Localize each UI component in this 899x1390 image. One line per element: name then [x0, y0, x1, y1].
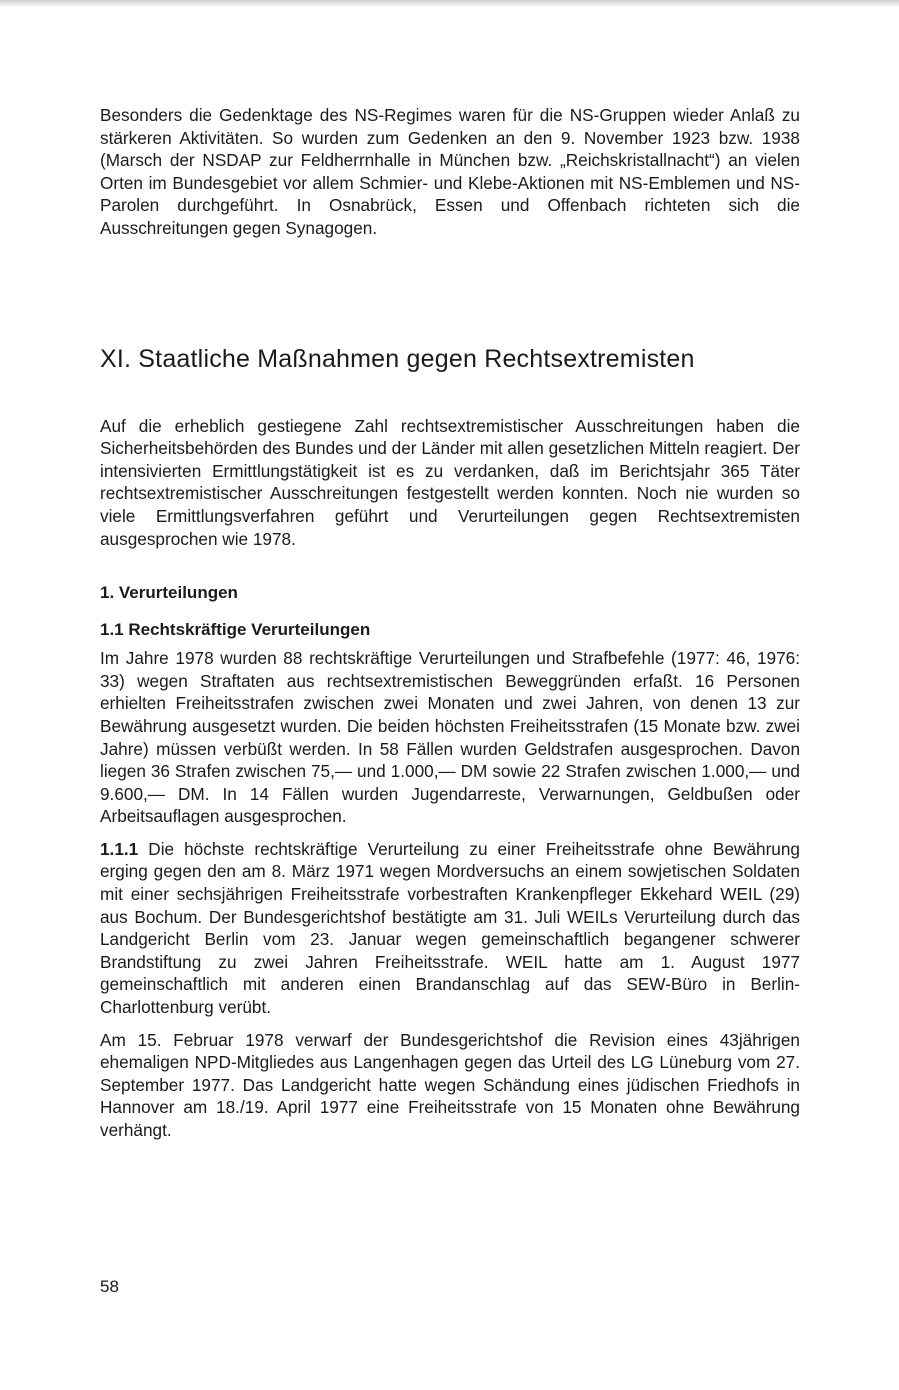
paragraph-weil-case: [100, 838, 800, 1019]
section-lead-paragraph: Auf die erheblich gestiegene Zahl rechtsextremistischer Ausschreitungen haben die Sicherheitsbehörden des Bundes und der Länder mit allen gesetzlichen Mitteln reagiert. Der intensivierten Ermittlungstätigkeit ist es zu verdanken, daß im Berichtsjahr 365 Täter rechtsextremistischer Ausschreitungen festgestellt werden konnten. Noch nie wurden so viele Ermittlungsverfahren geführt und Verurteilungen gegen Rechtsextremisten ausgesprochen wie 1978.: [100, 415, 800, 549]
page-number: 58: [100, 1277, 119, 1296]
paragraph-revision-case: Am 15. Februar 1978 verwarf der Bundesgerichtshof die Revision eines 43jährigen ehemaligen NPD-Mitgliedes aus Langenhagen gegen das Urteil des LG Lüneburg vom 27. September 1977. Das Landgericht hatte wegen Schändung eines jüdischen Friedhofs in Hannover am 18./19. April 1977 eine Freiheitsstrafe von 15 Monaten ohne Bewährung verhängt.: [100, 1029, 800, 1140]
scan-edge: [0, 0, 899, 6]
paragraph-weil-text: Die höchste rechtskräftige Verurteilung zu einer Freiheitsstrafe ohne Bewährung erging gegen den am 8. März 1971 wegen Mordversuchs an einem sowjetischen Soldaten mit einer sechsjährigen Freiheitsstrafe vorbestraften Krankenpfleger Ekkehard WEIL (29) aus Bochum. Der Bundesgerichtshof bestätigte am 31. Juli WEILs Verurteilung durch das Landgericht Berlin vom 23. Januar wegen gemeinschaftlich begangener schwerer Brandstiftung zu zwei Jahren Freiheitsstrafe. WEIL hatte am 1. August 1977 gemeinschaftlich mit anderen einen Brandanschlag auf das SEW-Büro in Berlin-Charlottenburg verübt.: [100, 838, 800, 1018]
heading-verurteilungen: 1. Verurteilungen: [100, 583, 238, 603]
intro-paragraph: Besonders die Gedenktage des NS-Regimes waren für die NS-Gruppen wieder Anlaß zu stärkeren Aktivitäten. So wurden zum Gedenken an den 9. November 1923 bzw. 1938 (Marsch der NSDAP zur Feldherrnhalle in München bzw. „Reichskristallnacht“) an vielen Orten im Bundesgebiet vor allem Schmier- und Klebe-Aktionen mit NS-Emblemen und NS-Parolen durchgeführt. In Osnabrück, Essen und Offenbach richteten sich die Ausschreitungen gegen Synagogen.: [100, 105, 800, 238]
section-title: XI. Staatliche Maßnahmen gegen Rechtsextremisten: [100, 344, 695, 373]
heading-rechtskraeftige-verurteilungen: 1.1 Rechtskräftige Verurteilungen: [100, 620, 371, 640]
paragraph-number: 1.1.1: [100, 838, 139, 859]
paragraph-statistics: Im Jahre 1978 wurden 88 rechtskräftige Verurteilungen und Strafbefehle (1977: 46, 1976: 33) wegen Straftaten aus rechtsextremistischen Beweggründen erfaßt. 16 Personen erhielten Freiheitsstrafen zwischen zwei Monaten und zwei Jahren, von denen 13 zur Bewährung ausgesetzt wurden. Die beiden höchsten Freiheitsstrafen (15 Monate bzw. zwei Jahre) müssen verbüßt werden. In 58 Fällen wurden Geldstrafen ausgesprochen. Davon liegen 36 Strafen zwischen 75,— und 1.000,— DM sowie 22 Strafen zwischen 1.000,— und 9.600,— DM. In 14 Fällen wurden Jugendarreste, Verwarnungen, Geldbußen oder Arbeitsauflagen ausgesprochen.: [100, 648, 800, 827]
document-page: [100, 104, 800, 1142]
